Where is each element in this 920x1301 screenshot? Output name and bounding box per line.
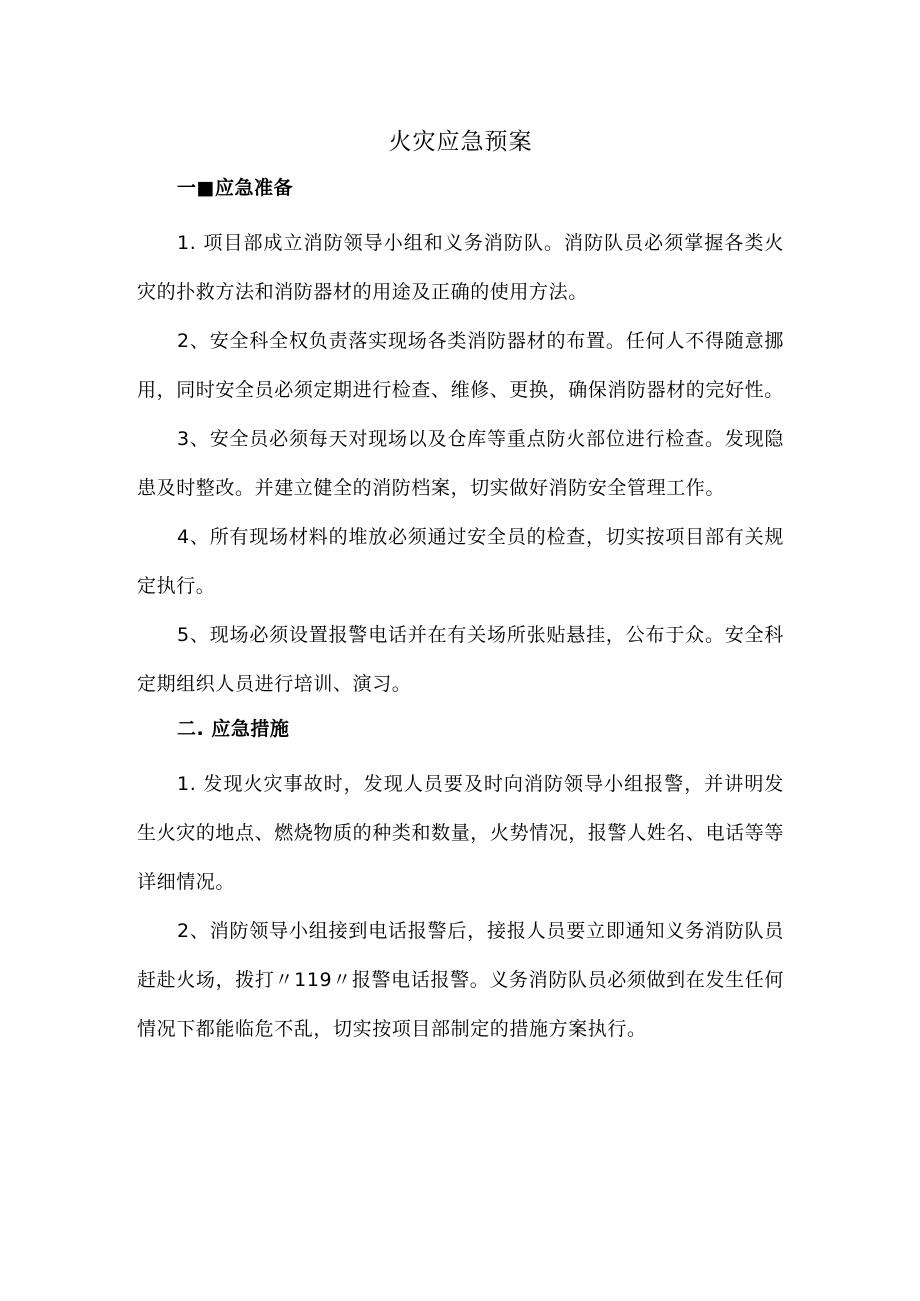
paragraph: 2、消防领导小组接到电话报警后，接报人员要立即通知义务消防队员赶赴火场，拨打〃119〃报警电话报警。义务消防队员必须做到在发生任何情况下都能临危不乱，切实按项目部制定的措施方案执行。: [137, 920, 784, 1040]
section-emergency-measures: [137, 713, 784, 1054]
document-title: 火灾应急预案: [388, 129, 533, 155]
section-heading: 二. 应急措施: [177, 718, 290, 740]
paragraph: 3、安全员必须每天对现场以及仓库等重点防火部位进行检查。发现隐患及时整改。并建立健全的消防档案，切实做好消防安全管理工作。: [137, 428, 784, 499]
section-heading: 一■应急准备: [177, 177, 293, 199]
paragraph: 4、所有现场材料的堆放必须通过安全员的检查，切实按项目部有关规定执行。: [137, 526, 784, 597]
paragraph: 1. 发现火灾事故时，发现人员要及时向消防领导小组报警，并讲明发生火灾的地点、燃烧物质的种类和数量，火势情况，报警人姓名、电话等等详细情况。: [137, 773, 784, 893]
paragraph: 1. 项目部成立消防领导小组和义务消防队。消防队员必须掌握各类火灾的扑救方法和消防器材的用途及正确的使用方法。: [137, 232, 784, 303]
paragraph: 2、安全科全权负责落实现场各类消防器材的布置。任何人不得随意挪用，同时安全员必须定期进行检查、维修、更换，确保消防器材的完好性。: [137, 330, 784, 401]
section-emergency-preparation: [137, 172, 784, 709]
paragraph: 5、现场必须设置报警电话并在有关场所张贴悬挂，公布于众。安全科定期组织人员进行培训、演习。: [137, 624, 784, 695]
